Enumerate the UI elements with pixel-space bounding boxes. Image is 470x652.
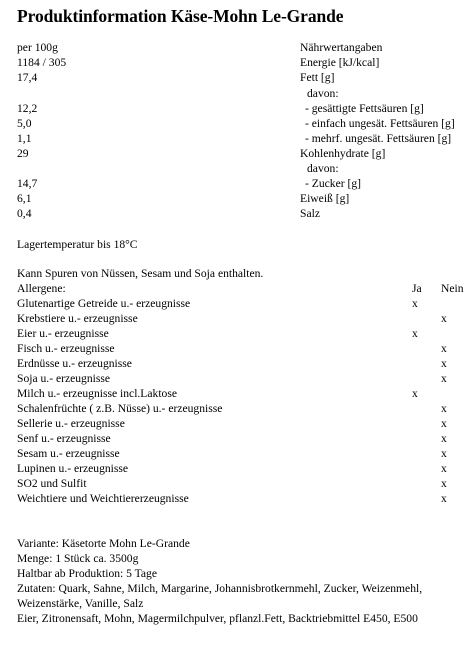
nutrition-label: - Zucker [g]	[305, 177, 362, 190]
allergen-name: Lupinen u.- erzeugnisse	[17, 462, 129, 475]
nutrition-value: 12,2	[17, 102, 38, 115]
nutrition-value: 0,4	[17, 207, 32, 220]
allergen-name: Senf u.- erzeugnisse	[17, 432, 111, 445]
nutrition-value: 17,4	[17, 71, 38, 84]
allergen-no-mark: x	[441, 372, 447, 385]
allergen-no-mark: x	[441, 492, 447, 505]
allergen-name: Glutenartige Getreide u.- erzeugnisse	[17, 297, 191, 310]
allergen-name: Weichtiere und Weichtiererzeugnisse	[17, 492, 189, 505]
allergen-yes-mark: x	[412, 297, 418, 310]
allergen-no-mark: x	[441, 447, 447, 460]
allergen-no-mark: x	[441, 342, 447, 355]
allergen-name: Eier u.- erzeugnisse	[17, 327, 109, 340]
nutrition-value: 6,1	[17, 192, 32, 205]
allergen-name: Erdnüsse u.- erzeugnisse	[17, 357, 132, 370]
allergen-name: Sesam u.- erzeugnisse	[17, 447, 120, 460]
allergen-no-mark: x	[441, 432, 447, 445]
nutrition-header-left: per 100g	[17, 41, 58, 54]
allergen-yes-mark: x	[412, 387, 418, 400]
nutrition-label: davon:	[307, 162, 339, 175]
allergen-no-mark: x	[441, 402, 447, 415]
nutrition-label: Eiweiß [g]	[300, 192, 350, 205]
allergen-no-mark: x	[441, 462, 447, 475]
nutrition-label: Kohlenhydrate [g]	[300, 147, 386, 160]
allergen-name: Schalenfrüchte ( z.B. Nüsse) u.- erzeugnisse	[17, 402, 223, 415]
product-ingredients: Weizenstärke, Vanille, Salz	[17, 597, 144, 610]
allergen-name: SO2 und Sulfit	[17, 477, 87, 490]
nutrition-label: - mehrf. ungesät. Fettsäuren [g]	[305, 132, 452, 145]
nutrition-label: - einfach ungesät. Fettsäuren [g]	[305, 117, 455, 130]
allergen-no-mark: x	[441, 477, 447, 490]
nutrition-value: 1184 / 305	[17, 56, 67, 69]
allergen-name: Krebstiere u.- erzeugnisse	[17, 312, 138, 325]
allergen-name: Milch u.- erzeugnisse incl.Laktose	[17, 387, 178, 400]
allergen-name: Sellerie u.- erzeugnisse	[17, 417, 125, 430]
allergen-no-mark: x	[441, 357, 447, 370]
allergen-col-no: Nein	[441, 282, 464, 295]
product-quantity: Menge: 1 Stück ca. 3500g	[17, 552, 139, 565]
product-ingredients: Eier, Zitronensaft, Mohn, Magermilchpulver, pflanzl.Fett, Backtriebmittel E450, E500	[17, 612, 418, 625]
nutrition-value: 5,0	[17, 117, 32, 130]
nutrition-value: 14,7	[17, 177, 38, 190]
allergen-name: Soja u.- erzeugnisse	[17, 372, 111, 385]
product-shelf-life: Haltbar ab Produktion: 5 Tage	[17, 567, 158, 580]
allergen-no-mark: x	[441, 417, 447, 430]
allergen-name: Fisch u.- erzeugnisse	[17, 342, 115, 355]
page-title: Produktinformation Käse-Mohn Le-Grande	[17, 6, 344, 26]
nutrition-label: Fett [g]	[300, 71, 335, 84]
nutrition-label: davon:	[307, 87, 339, 100]
nutrition-label: Salz	[300, 207, 320, 220]
storage-temperature: Lagertemperatur bis 18°C	[17, 238, 138, 251]
allergen-header: Allergene:	[17, 282, 66, 295]
allergen-no-mark: x	[441, 312, 447, 325]
nutrition-label: - gesättigte Fettsäuren [g]	[305, 102, 424, 115]
nutrition-value: 29	[17, 147, 29, 160]
product-variant: Variante: Käsetorte Mohn Le-Grande	[17, 537, 190, 550]
allergen-yes-mark: x	[412, 327, 418, 340]
product-ingredients: Zutaten: Quark, Sahne, Milch, Margarine, Johannisbrotkernmehl, Zucker, Weizenmehl,	[17, 582, 423, 595]
allergen-trace-note: Kann Spuren von Nüssen, Sesam und Soja enthalten.	[17, 267, 264, 280]
nutrition-header-right: Nährwertangaben	[300, 41, 383, 54]
nutrition-value: 1,1	[17, 132, 32, 145]
nutrition-label: Energie [kJ/kcal]	[300, 56, 380, 69]
allergen-col-yes: Ja	[412, 282, 422, 295]
